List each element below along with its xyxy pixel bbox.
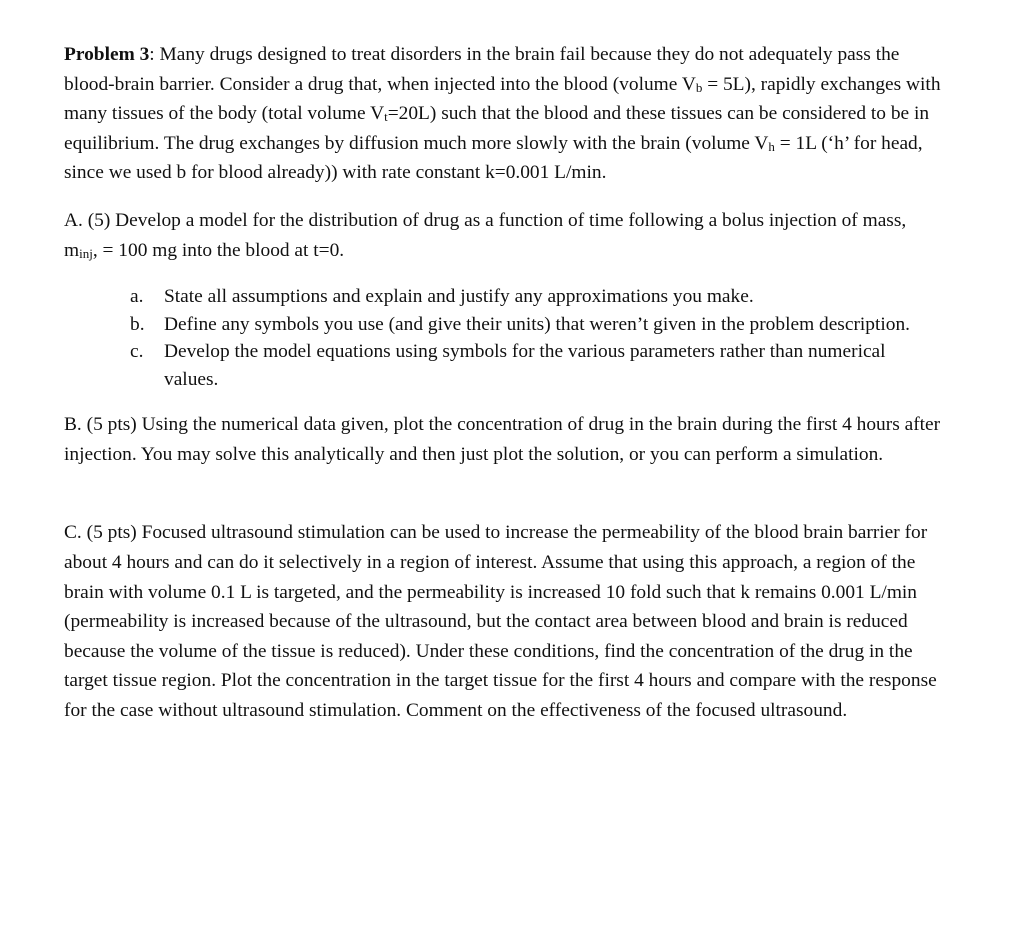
part-a-paragraph [64, 206, 944, 265]
part-a-list [64, 283, 944, 393]
subscript-t: t [384, 109, 388, 125]
list-marker: b. [130, 313, 145, 335]
problem-title: Problem 3 [64, 44, 150, 65]
list-item [64, 283, 944, 311]
list-item [64, 338, 944, 393]
part-a-text-2: , = 100 mg into the blood at t=0. [92, 239, 345, 261]
problem-text-1: : Many drugs designed to treat disorders in the brain fail because they do not adequately pass the blood-brain barrier. Consider a drug that, when injected into the blood (volume V [64, 44, 900, 95]
subscript-b: b [695, 79, 703, 95]
problem-text-4: = 1L (‘h’ for head, since we used b for blood already)) with rate constant k=0.001 L/min. [64, 132, 923, 184]
list-marker: c. [130, 341, 144, 363]
part-a-text-1: A. (5) Develop a model for the distribution of drug as a function of time following a bolus injection of mass, m [64, 209, 907, 261]
subscript-inj: inj [79, 245, 93, 261]
list-marker: a. [130, 286, 144, 308]
subscript-h: h [768, 138, 775, 154]
document-page [64, 40, 944, 726]
problem-text-2: = 5L), rapidly exchanges with many tissues of the body (total volume V [64, 73, 941, 125]
list-item [64, 311, 944, 339]
problem-3-paragraph [64, 40, 944, 188]
problem-text-3: =20L) such that the blood and these tissues can be considered to be in equilibrium. The drug exchanges by diffusion much more slowly with the brain (volume V [64, 103, 930, 154]
part-c-paragraph: C. (5 pts) Focused ultrasound stimulation can be used to increase the permeability of the blood brain barrier for about 4 hours and can do it selectively in a region of interest. Assume that using this approach, a region of the brain with volume 0.1 L is targeted, and the permeability is increased 10 fold such that k remains 0.001 L/min (permeability is increased because of the ultrasound, but the contact area between blood and brain is reduced because the volume of the tissue is reduced). Under these conditions, find the concentration of the drug in the target tissue region. Plot the concentration in the target tissue for the first 4 hours and compare with the response for the case without ultrasound stimulation. Comment on the effectiveness of the focused ultrasound. [64, 522, 937, 721]
list-item-text: State all assumptions and explain and justify any approximations you make. [164, 286, 754, 308]
list-item-text: Define any symbols you use (and give their units) that weren’t given in the problem description. [164, 313, 911, 335]
list-item-text: Develop the model equations using symbols for the various parameters rather than numerical values. [164, 341, 886, 390]
part-b-paragraph: B. (5 pts) Using the numerical data given, plot the concentration of drug in the brain during the first 4 hours after injection. You may solve this analytically and then just plot the solution, or you can perform a simulation. [64, 414, 941, 465]
